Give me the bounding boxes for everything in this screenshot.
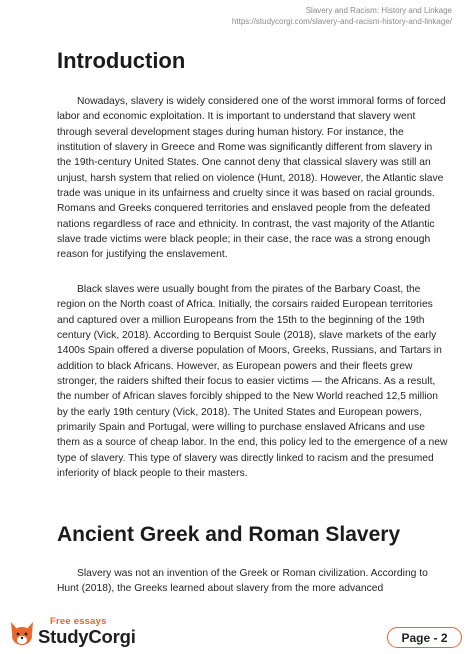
running-header — [232, 5, 452, 27]
brand-logo[interactable] — [8, 616, 168, 650]
section-heading-ancient-slavery: Ancient Greek and Roman Slavery — [57, 523, 401, 546]
section-heading-introduction: Introduction — [57, 48, 186, 73]
paragraph: Black slaves were usually bought from the pirates of the Barbary Coast, the region on the North coast of Africa. Initially, the corsairs raided European territories and captured over a million Europeans from the 15th to the beginning of the 19th century (Vick, 2018). According to Berquist Soule (2018), slave markets of the early 1400s Spain offered a diverse population of Moors, Greeks, Russians, and Tartars in addition to black Africans. However, as European powers and their fleets grew stronger, the raiders shifted their focus to easier victims — the Africans. As a result, the number of African slaves forcibly shipped to the New World reached 12,5 million by the early 19th century (Vick, 2018). The United States and European powers, primarily Spain and Portugal, were willing to purchase enslaved Africans and use them as a source of cheap labor. In the end, this policy led to the emergence of a new type of slavery. This type of slavery was directly linked to racism and the presumed inferiority of black people to their masters. — [57, 284, 448, 480]
paragraph: Nowadays, slavery is widely considered one of the worst immoral forms of forced labor and economic exploitation. It is important to understand that slavery went through several development stages during human history. For instance, the institution of slavery in Greece and Rome was significantly different from slavery in the 19th-century United States. One cannot deny that classical slavery was still an unjust, harsh system that relied on violence (Hunt, 2018). However, the Atlantic slave trade was unique in its unfairness and cruelty since it was based on racial grounds. Romans and Greeks conquered territories and enslaved people from the defeated nations regardless of race and ethnicity. In contrast, the vast majority of the Atlantic slave trade victims were black people; in their case, the race was a strong enough reason for justifying the enslavement. — [57, 96, 446, 261]
brand-tagline: Free essays — [50, 616, 107, 627]
page-number-badge: Page - 2 — [387, 627, 462, 648]
source-url[interactable]: https://studycorgi.com/slavery-and-racism-history-and-linkage/ — [231, 17, 452, 26]
brand-name: StudyCorgi — [38, 626, 136, 647]
corgi-fox-icon — [8, 620, 36, 653]
paragraph: Slavery was not an invention of the Greek or Roman civilization. According to Hunt (2018), the Greeks learned about slavery from the more advanced — [57, 568, 428, 595]
document-title: Slavery and Racism: History and Linkage — [305, 6, 452, 15]
